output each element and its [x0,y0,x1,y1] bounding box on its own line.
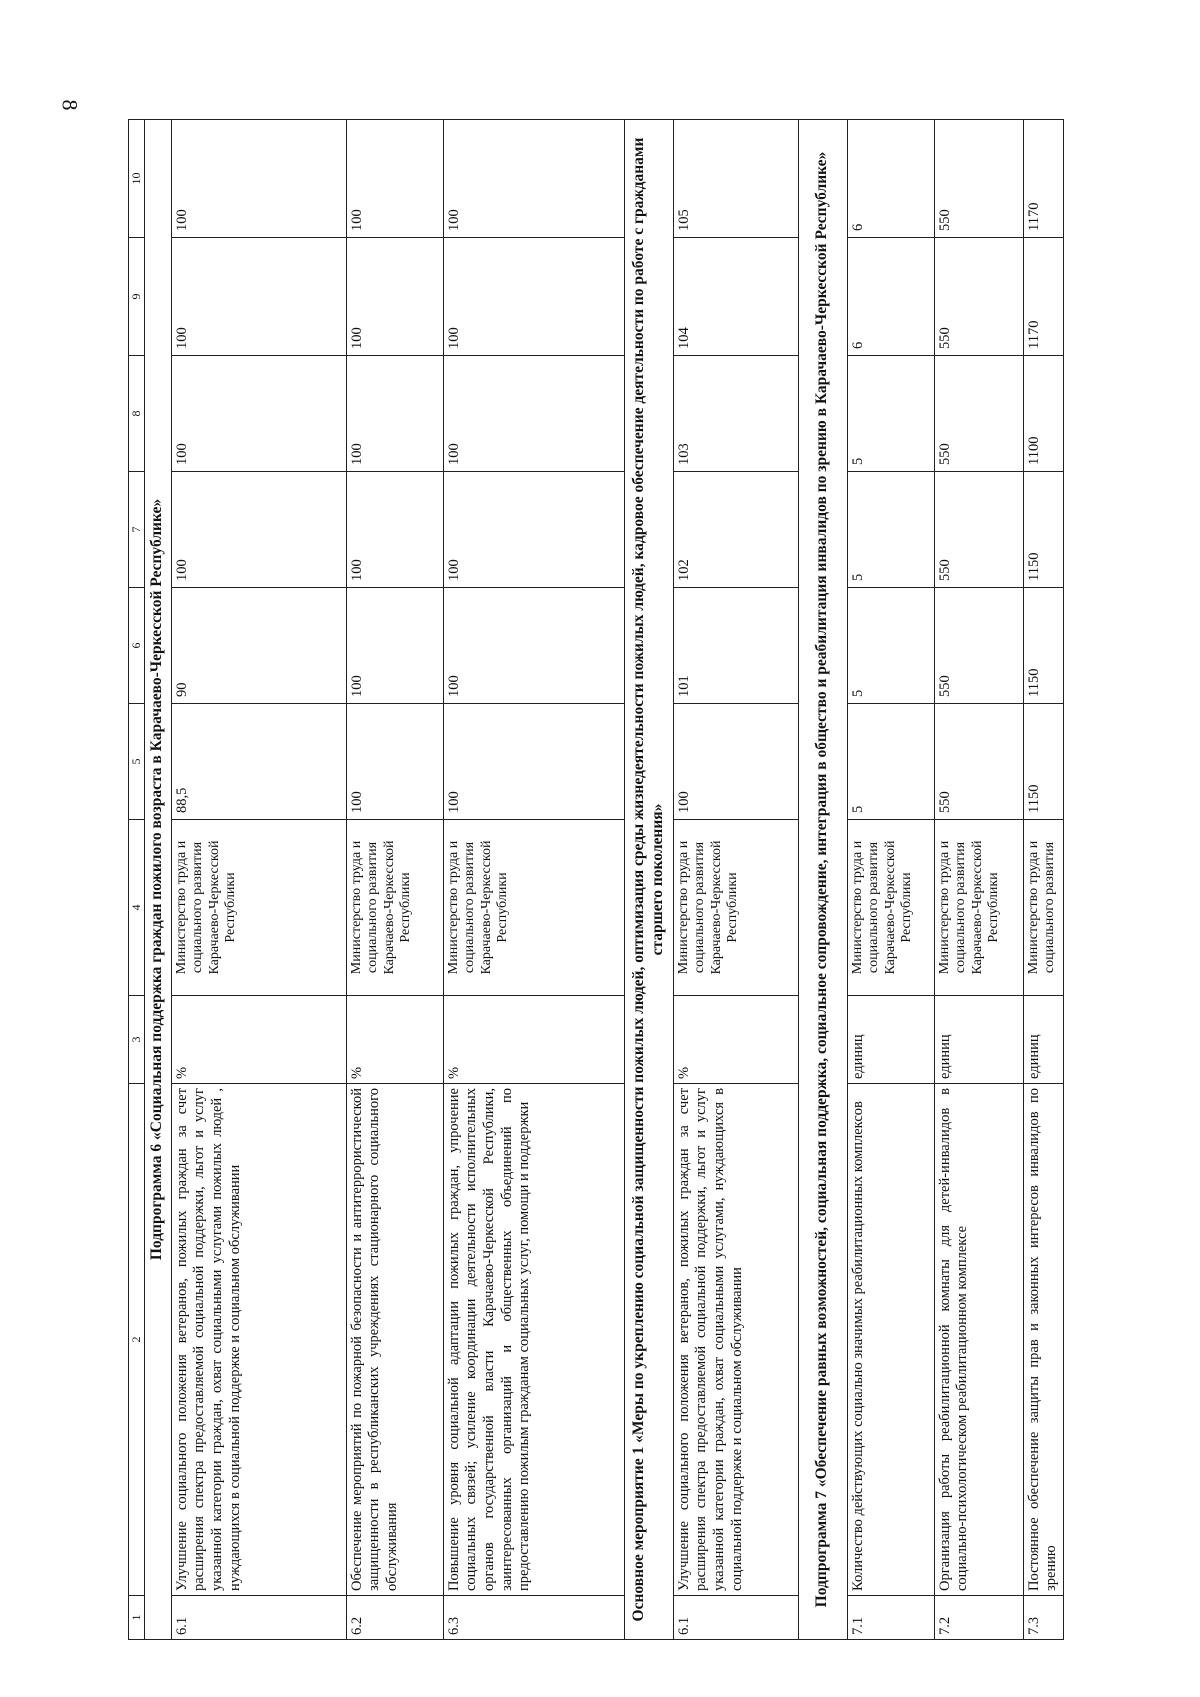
unit-of-measure: единиц [1023,996,1063,1084]
table-row [1023,120,1063,1640]
row-number: 6.1 [673,1596,798,1640]
value-col-9: 550 [934,238,1023,356]
column-number: 7 [129,472,145,588]
section-title: Подпрограмма 6 «Социальная поддержка граждан пожилого возраста в Карачаево-Черкесской Республике» [144,120,171,1640]
section-title-row [624,120,673,1640]
column-number: 9 [129,238,145,356]
value-col-5: 5 [847,704,934,820]
value-col-7: 5 [847,472,934,588]
value-col-6: 5 [847,588,934,704]
value-col-7: 100 [346,472,443,588]
table-row [934,120,1023,1640]
value-col-5: 550 [934,704,1023,820]
value-col-8: 100 [443,356,624,472]
value-col-8: 100 [171,356,346,472]
responsible-executor: Министерство труда и социального развития Карачаево-Черкесской Республики [934,820,1023,996]
table-row [847,120,934,1640]
unit-of-measure: % [171,996,346,1084]
row-number: 6.1 [171,1596,346,1640]
page-number: 8 [57,99,83,111]
responsible-executor: Министерство труда и социального развития Карачаево-Черкесской Республики [847,820,934,996]
value-col-6: 1150 [1023,588,1063,704]
value-col-5: 100 [673,704,798,820]
row-number: 6.2 [346,1596,443,1640]
column-number: 3 [129,996,145,1084]
section-title: Подпрограмма 7 «Обеспечение равных возможностей, социальная поддержка, социальное сопровождение, интеграция в общество и реабилитация инвалидов по зрению в Карачаево-Черкесской Республике» [798,120,847,1640]
value-col-8: 1100 [1023,356,1063,472]
value-col-6: 100 [443,588,624,704]
value-col-8: 103 [673,356,798,472]
unit-of-measure: % [443,996,624,1084]
column-numbers-row [129,120,145,1640]
value-col-10: 1170 [1023,120,1063,238]
indicator-description: Улучшение социального положения ветеранов, пожилых граждан за счет расширения спектра предоставляемой социальной поддержки, льгот и услуг указанной категории граждан, охват социальными услугами пожилых людей , нуждающихся в социальной поддержке и социальном обслуживании [171,1084,346,1596]
indicator-description: Постоянное обеспечение защиты прав и законных интересов инвалидов по зрению [1023,1084,1063,1596]
indicator-description: Количество действующих социально значимых реабилитационных комплексов [847,1084,934,1596]
document-sheet [128,120,1060,1640]
value-col-7: 550 [934,472,1023,588]
responsible-executor: Министерство труда и социального развития Карачаево-Черкесской Республики [171,820,346,996]
value-col-8: 5 [847,356,934,472]
column-number: 6 [129,588,145,704]
value-col-10: 100 [443,120,624,238]
value-col-6: 90 [171,588,346,704]
responsible-executor: Министерство труда и социального развития Карачаево-Черкесской Республики [673,820,798,996]
value-col-7: 100 [443,472,624,588]
value-col-6: 101 [673,588,798,704]
indicator-description: Обеспечение мероприятий по пожарной безопасности и антитеррористической защищенности в республиканских учреждениях стационарного социального обслуживания [346,1084,443,1596]
value-col-8: 100 [346,356,443,472]
value-col-9: 104 [673,238,798,356]
column-number: 5 [129,704,145,820]
table-row [673,120,798,1640]
column-number: 8 [129,356,145,472]
responsible-executor: Министерство труда и социального развития Карачаево-Черкесской Республики [346,820,443,996]
section-title: Основное мероприятие 1 «Меры по укреплению социальной защищенности пожилых людей, оптимизация среды жизнедеятельности пожилых людей, кадровое обеспечение деятельности по работе с гражданами старшего поколения» [624,120,673,1640]
value-col-10: 100 [171,120,346,238]
table-body [129,120,1064,1640]
unit-of-measure: % [346,996,443,1084]
unit-of-measure: единиц [847,996,934,1084]
responsible-executor: Министерство труда и социального развития Карачаево-Черкесской Республики [443,820,624,996]
table-row [171,120,346,1640]
section-title-row [144,120,171,1640]
value-col-5: 1150 [1023,704,1063,820]
value-col-5: 100 [346,704,443,820]
section-title-row [798,120,847,1640]
value-col-6: 550 [934,588,1023,704]
unit-of-measure: % [673,996,798,1084]
value-col-9: 100 [171,238,346,356]
value-col-10: 105 [673,120,798,238]
column-number: 4 [129,820,145,996]
value-col-7: 1150 [1023,472,1063,588]
value-col-9: 100 [443,238,624,356]
value-col-10: 6 [847,120,934,238]
value-col-10: 100 [346,120,443,238]
unit-of-measure: единиц [934,996,1023,1084]
responsible-executor: Министерство труда и социального развития [1023,820,1063,996]
indicator-description: Повышение уровня социальной адаптации пожилых граждан, упрочение социальных связей; усиление координации деятельности исполнительных органов государственной власти Карачаево-Черкесской Республики, заинтересованных организаций и общественных объединений по предоставлению пожилым гражданам социальных услуг, помощи и поддержки [443,1084,624,1596]
value-col-9: 1170 [1023,238,1063,356]
column-number: 1 [129,1596,145,1640]
table-row [443,120,624,1640]
indicator-description: Организация работы реабилитационной комнаты для детей-инвалидов в социально-психологическом реабилитационном комплексе [934,1084,1023,1596]
value-col-5: 100 [443,704,624,820]
value-col-10: 550 [934,120,1023,238]
table-row [346,120,443,1640]
value-col-8: 550 [934,356,1023,472]
value-col-6: 100 [346,588,443,704]
value-col-5: 88,5 [171,704,346,820]
column-number: 10 [129,120,145,238]
column-number: 2 [129,1084,145,1596]
value-col-9: 6 [847,238,934,356]
row-number: 6.3 [443,1596,624,1640]
indicators-table [128,119,1064,1640]
value-col-9: 100 [346,238,443,356]
row-number: 7.1 [847,1596,934,1640]
value-col-7: 100 [171,472,346,588]
indicator-description: Улучшение социального положения ветеранов, пожилых граждан за счет расширения спектра предоставляемой социальной поддержки, льгот и услуг указанной категории граждан, охват социальными услугами, нуждающихся в социальной поддержке и социальном обслуживании [673,1084,798,1596]
row-number: 7.3 [1023,1596,1063,1640]
row-number: 7.2 [934,1596,1023,1640]
value-col-7: 102 [673,472,798,588]
